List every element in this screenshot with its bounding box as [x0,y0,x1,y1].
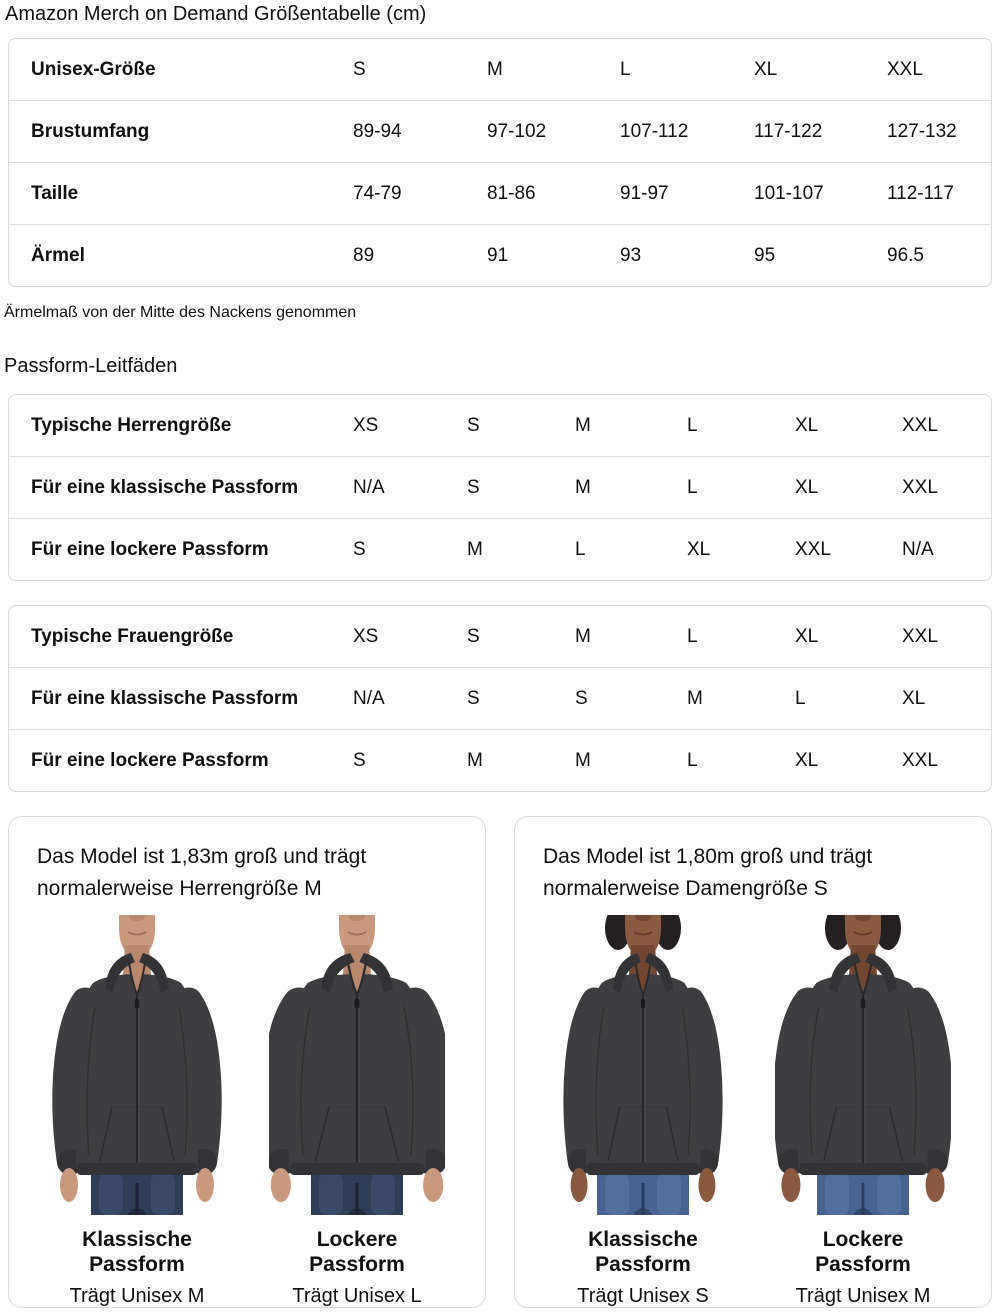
size-cell: M [575,414,591,436]
size-cell: XL [795,625,819,647]
table-row [9,667,991,729]
size-cell: L [794,667,901,729]
male-model-classic-photo [49,915,225,1215]
size-cell: 127-132 [886,100,991,162]
womens-fit-table [8,605,992,792]
size-cell: S [352,518,466,580]
hoodie [57,953,217,1202]
size-cell: XXL [902,414,938,436]
table-row [9,162,991,224]
size-cell: S [466,456,574,518]
size-cell: XL [794,456,901,518]
size-cell: S [466,667,574,729]
size-cell: S [467,625,480,647]
worn-size-label: Trägt Unisex M [69,1285,205,1307]
size-cell: 89 [352,224,486,286]
hoodie [778,953,948,1202]
size-cell: 89-94 [352,100,486,162]
model-figures [541,915,965,1308]
size-cell: 91 [486,224,619,286]
classic-fit-model [49,915,225,1308]
size-cell: 91-97 [619,162,753,224]
size-cell: M [466,729,574,791]
row-label: Taille [9,162,352,224]
size-cell: 96.5 [886,224,991,286]
table-row [9,224,991,286]
table-row [9,729,991,791]
size-cell: N/A [352,456,466,518]
page-title: Amazon Merch on Demand Größentabelle (cm) [5,3,427,25]
classic-fit-model [555,915,731,1308]
loose-fit-model [775,915,951,1308]
size-cell: XXL [901,456,991,518]
size-cell: N/A [352,667,466,729]
size-cell: M [575,625,591,647]
size-cell: S [353,58,366,80]
size-cell: XS [353,414,379,436]
row-label: Für eine lockere Passform [9,729,352,791]
size-cell: XXL [794,518,901,580]
female-model-loose-photo [775,915,951,1215]
fit-label: Lockere Passform [815,1228,911,1276]
model-figures [35,915,459,1308]
row-label: Für eine klassische Passform [9,456,352,518]
size-cell: L [620,58,631,80]
size-cell: S [574,667,686,729]
size-cell: L [687,414,698,436]
size-cell: N/A [901,518,991,580]
table-row [9,395,991,456]
size-cell: S [467,414,480,436]
size-cell: XXL [902,625,938,647]
size-cell: 97-102 [486,100,619,162]
row-label: Brustumfang [9,100,352,162]
worn-size-label: Trägt Unisex L [292,1285,422,1307]
size-cell: XL [901,667,991,729]
size-cell: 93 [619,224,753,286]
size-cell: 81-86 [486,162,619,224]
fit-label: Klassische Passform [82,1228,192,1276]
size-cell: 101-107 [753,162,886,224]
size-cell: L [574,518,686,580]
size-cell: M [574,456,686,518]
size-cell: XL [686,518,794,580]
mens-model-card [8,816,486,1308]
size-cell: 107-112 [619,100,753,162]
row-label: Für eine klassische Passform [9,667,352,729]
womens-model-card [514,816,992,1308]
size-cell: XXL [887,58,923,80]
hoodie [269,953,445,1202]
table-row [9,39,991,100]
size-cell: M [686,667,794,729]
size-cell: 112-117 [886,162,991,224]
size-cell: XL [794,729,901,791]
table-row [9,100,991,162]
model-description: Das Model ist 1,80m groß und trägt normalerweise Damengröße S [543,845,873,900]
size-cell: L [686,456,794,518]
size-cell: 95 [753,224,886,286]
male-model-loose-photo [269,915,445,1215]
loose-fit-model [269,915,445,1308]
size-cell: L [686,729,794,791]
size-cell: M [466,518,574,580]
size-cell: M [487,58,503,80]
size-cell: M [574,729,686,791]
model-cards-row [8,816,992,1308]
size-cell: XS [353,625,379,647]
row-label: Unisex-Größe [31,58,156,80]
size-cell: XXL [901,729,991,791]
size-cell: S [352,729,466,791]
table-row [9,606,991,667]
sleeve-measure-note: Ärmelmaß von der Mitte des Nackens genommen [4,304,357,321]
row-label: Typische Frauengröße [31,625,234,647]
model-description: Das Model ist 1,83m groß und trägt normalerweise Herrengröße M [37,845,367,900]
mens-fit-table [8,394,992,581]
fit-label: Lockere Passform [309,1228,405,1276]
table-row [9,518,991,580]
row-label: Ärmel [9,224,352,286]
unisex-size-table [8,38,992,287]
size-cell: 74-79 [352,162,486,224]
fit-label: Klassische Passform [588,1228,698,1276]
fit-guides-heading: Passform-Leitfäden [4,355,178,377]
female-model-classic-photo [555,915,731,1215]
size-cell: 117-122 [753,100,886,162]
table-row [9,456,991,518]
size-cell: XL [754,58,778,80]
size-cell: L [687,625,698,647]
row-label: Typische Herrengröße [31,414,232,436]
row-label: Für eine lockere Passform [9,518,352,580]
worn-size-label: Trägt Unisex S [577,1285,709,1307]
size-cell: XL [795,414,819,436]
worn-size-label: Trägt Unisex M [795,1285,931,1307]
hoodie [568,953,718,1202]
